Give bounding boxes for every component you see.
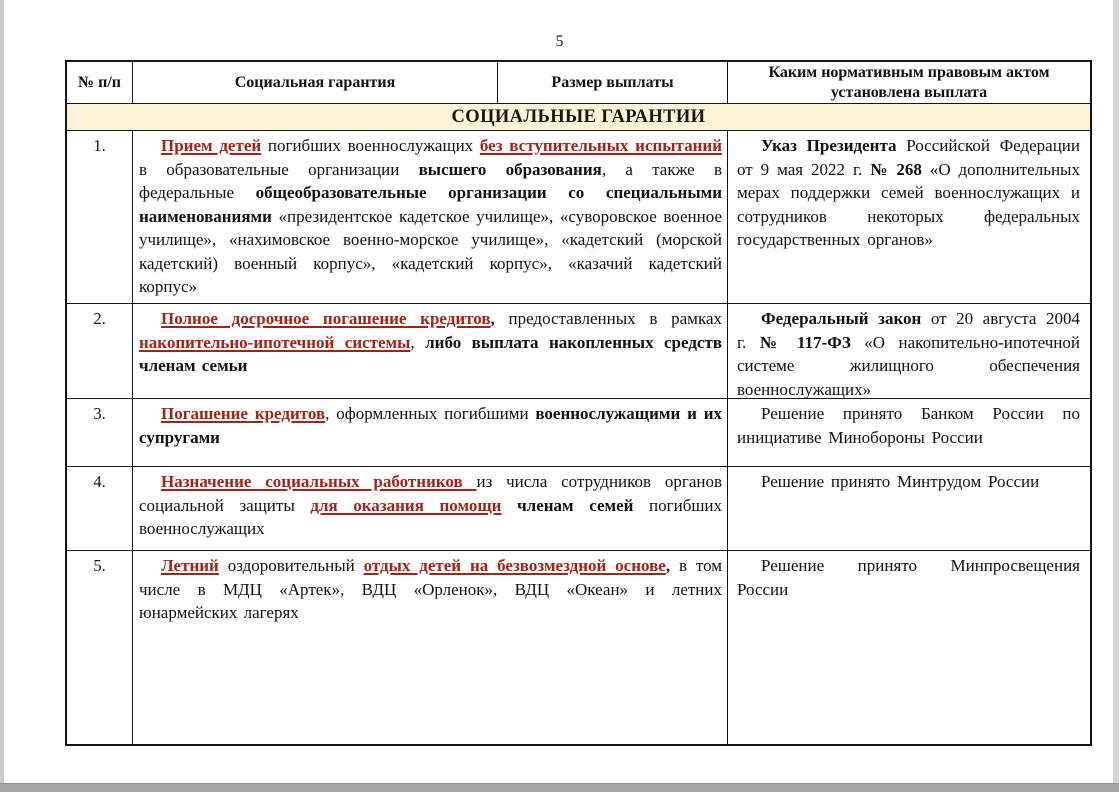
section-banner-row bbox=[67, 104, 1090, 131]
guarantee-cell: Назначение социальных работников из числа сотрудников органов социальной защиты для оказания помощи членам семей погибших военнослужащих bbox=[133, 467, 728, 550]
page-edge-bottom bbox=[0, 783, 1119, 792]
row-number: 5. bbox=[67, 551, 133, 744]
row-number: 4. bbox=[67, 467, 133, 550]
act-cell: Решение принято Минпросвещения России bbox=[737, 556, 1080, 599]
table-row bbox=[67, 399, 1090, 467]
header-cell-amount: Размер выплаты bbox=[498, 62, 728, 103]
act-cell: Федеральный закон от 20 августа 2004 г. № 117-ФЗ «О накопительно-ипотечной системе жилищного обеспечения военнослужащих» bbox=[737, 309, 1080, 398]
guarantee-cell: Погашение кредитов, оформленных погибшими военнослужащими и их супругами bbox=[133, 399, 728, 466]
header-cell-act: Каким нормативным правовым актом установлена выплата bbox=[768, 63, 1050, 101]
act-cell: Решение принято Банком России по инициативе Минобороны России bbox=[737, 404, 1080, 447]
table-row bbox=[67, 467, 1090, 551]
table-row bbox=[67, 551, 1090, 744]
table-header-row bbox=[67, 62, 1090, 104]
header-cell-num: № п/п bbox=[67, 62, 133, 103]
social-guarantees-table bbox=[65, 60, 1092, 746]
page-edge-left bbox=[0, 0, 4, 792]
header-cell-guarantee: Социальная гарантия bbox=[133, 62, 498, 103]
row-number: 1. bbox=[67, 131, 133, 303]
guarantee-cell: Полное досрочное погашение кредитов, предоставленных в рамках накопительно-ипотечной системы, либо выплата накопленных средств членам семьи bbox=[133, 304, 728, 398]
row-number: 3. bbox=[67, 399, 133, 466]
page-number: 5 bbox=[555, 33, 564, 50]
page-edge-right bbox=[1113, 0, 1119, 792]
row-number: 2. bbox=[67, 304, 133, 398]
guarantee-cell: Летний оздоровительный отдых детей на безвозмездной основе, в том числе в МДЦ «Артек», ВДЦ «Орленок», ВДЦ «Океан» и летних юнармейских лагерях bbox=[133, 551, 728, 744]
section-title: СОЦИАЛЬНЫЕ ГАРАНТИИ bbox=[451, 106, 706, 127]
act-cell: Указ Президента Российской Федерации от 9 мая 2022 г. № 268 «О дополнительных мерах поддержки семей военнослужащих и сотрудников некоторых федеральных государственных органов» bbox=[737, 136, 1080, 249]
guarantee-cell: Прием детей погибших военнослужащих без вступительных испытаний в образовательные организации высшего образования, а также в федеральные общеобразовательные организации со специальными наименованиями «президентское кадетское училище», «суворовское военное училище», «нахимовское военно-морское училище», «кадетский (морской кадетский) военный корпус», «кадетский корпус», «казачий кадетский корпус» bbox=[133, 131, 728, 303]
table-row bbox=[67, 131, 1090, 304]
act-cell: Решение принято Минтрудом России bbox=[761, 472, 1040, 491]
table-row bbox=[67, 304, 1090, 399]
